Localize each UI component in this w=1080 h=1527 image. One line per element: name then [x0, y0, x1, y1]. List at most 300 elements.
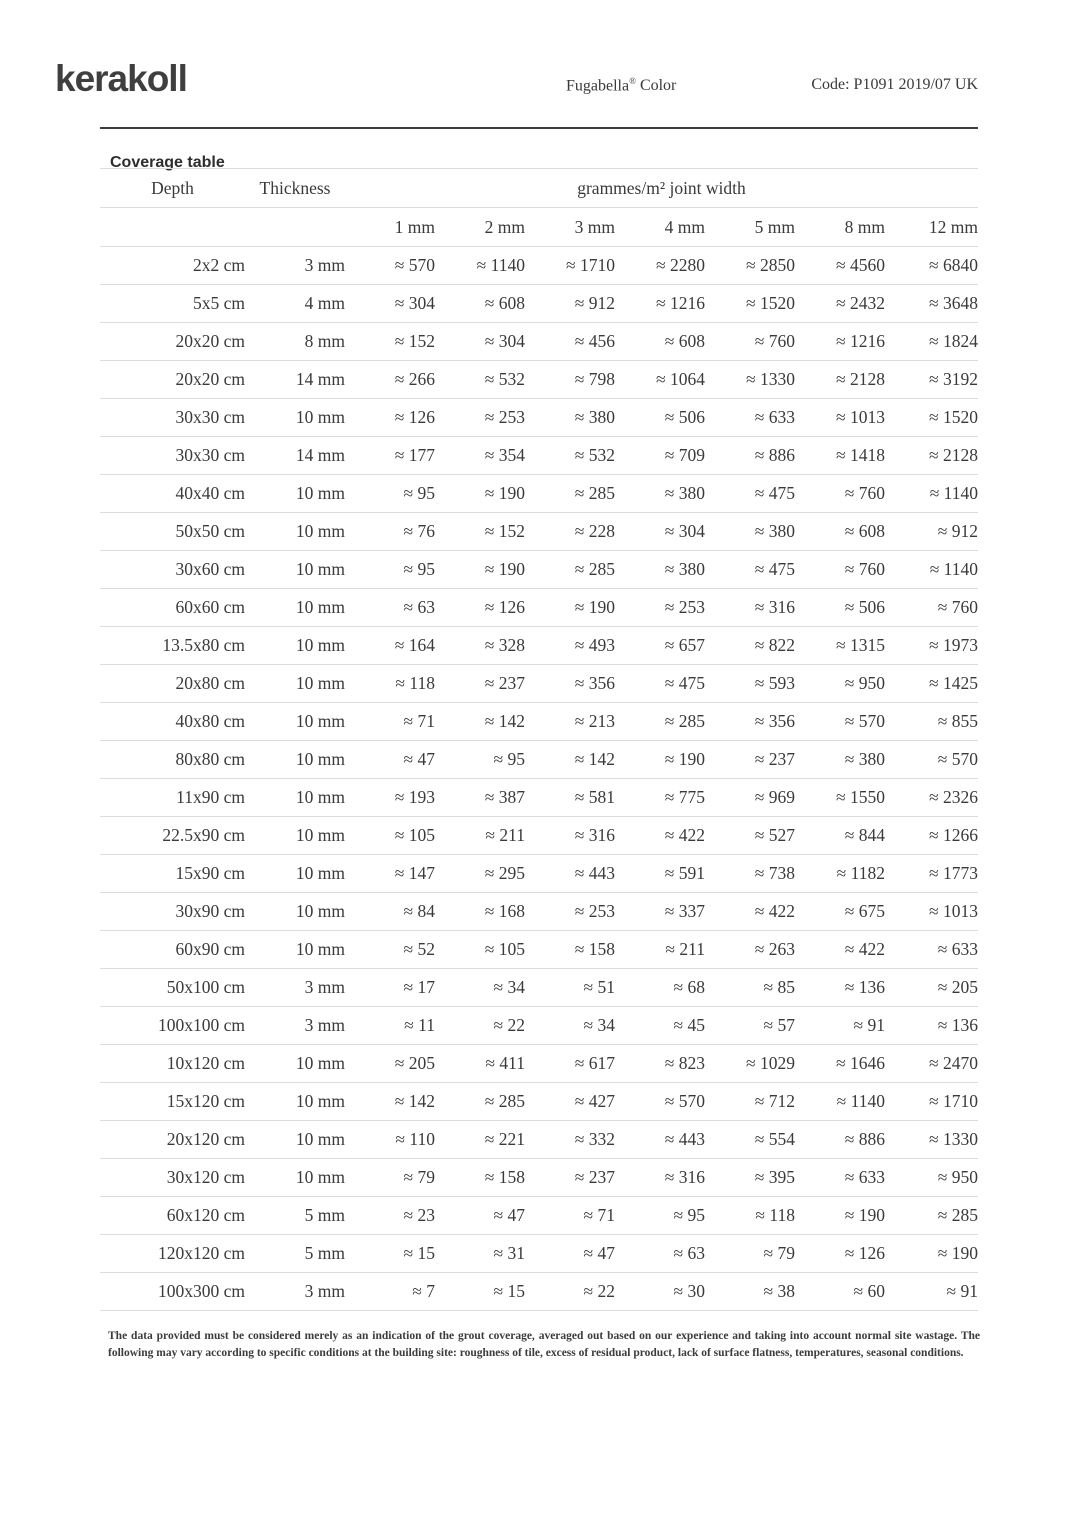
table-row: [100, 1159, 978, 1197]
coverage-value-cell: ≈ 152: [345, 323, 435, 361]
coverage-value-cell: ≈ 844: [795, 817, 885, 855]
coverage-value-cell: ≈ 633: [795, 1159, 885, 1197]
coverage-value-cell: ≈ 221: [435, 1121, 525, 1159]
coverage-value-cell: ≈ 443: [615, 1121, 705, 1159]
coverage-value-cell: ≈ 1140: [795, 1083, 885, 1121]
thickness-cell: 8 mm: [245, 323, 345, 361]
coverage-value-cell: ≈ 126: [345, 399, 435, 437]
coverage-value-cell: ≈ 969: [705, 779, 795, 817]
coverage-value-cell: ≈ 228: [525, 513, 615, 551]
coverage-value-cell: ≈ 23: [345, 1197, 435, 1235]
coverage-value-cell: ≈ 95: [615, 1197, 705, 1235]
coverage-value-cell: ≈ 118: [345, 665, 435, 703]
coverage-value-cell: ≈ 886: [795, 1121, 885, 1159]
thickness-cell: 10 mm: [245, 817, 345, 855]
joint-width-header: 1 mm: [345, 208, 435, 247]
coverage-value-cell: ≈ 1824: [885, 323, 978, 361]
depth-cell: 30x120 cm: [100, 1159, 245, 1197]
coverage-value-cell: ≈ 63: [615, 1235, 705, 1273]
table-row: [100, 1197, 978, 1235]
depth-column-header: Depth: [100, 169, 245, 208]
depth-cell: 15x120 cm: [100, 1083, 245, 1121]
coverage-value-cell: ≈ 328: [435, 627, 525, 665]
coverage-value-cell: ≈ 2470: [885, 1045, 978, 1083]
coverage-value-cell: ≈ 1773: [885, 855, 978, 893]
coverage-value-cell: ≈ 356: [525, 665, 615, 703]
coverage-value-cell: ≈ 57: [705, 1007, 795, 1045]
coverage-value-cell: ≈ 1710: [525, 247, 615, 285]
coverage-value-cell: ≈ 1140: [885, 475, 978, 513]
table-row: [100, 779, 978, 817]
coverage-value-cell: ≈ 110: [345, 1121, 435, 1159]
coverage-value-cell: ≈ 22: [525, 1273, 615, 1311]
table-row: [100, 589, 978, 627]
header-divider: [100, 127, 978, 129]
coverage-value-cell: ≈ 105: [435, 931, 525, 969]
table-row: [100, 817, 978, 855]
coverage-value-cell: ≈ 1550: [795, 779, 885, 817]
coverage-value-cell: ≈ 211: [615, 931, 705, 969]
coverage-value-cell: ≈ 593: [705, 665, 795, 703]
coverage-value-cell: ≈ 475: [705, 475, 795, 513]
coverage-value-cell: ≈ 1013: [885, 893, 978, 931]
coverage-value-cell: ≈ 17: [345, 969, 435, 1007]
coverage-value-cell: ≈ 760: [795, 551, 885, 589]
coverage-value-cell: ≈ 47: [525, 1235, 615, 1273]
depth-cell: 120x120 cm: [100, 1235, 245, 1273]
coverage-value-cell: ≈ 211: [435, 817, 525, 855]
coverage-value-cell: ≈ 295: [435, 855, 525, 893]
coverage-value-cell: ≈ 71: [525, 1197, 615, 1235]
depth-cell: 50x50 cm: [100, 513, 245, 551]
coverage-value-cell: ≈ 158: [435, 1159, 525, 1197]
table-row: [100, 399, 978, 437]
coverage-value-cell: ≈ 38: [705, 1273, 795, 1311]
thickness-cell: 3 mm: [245, 1007, 345, 1045]
coverage-value-cell: ≈ 1418: [795, 437, 885, 475]
coverage-value-cell: ≈ 855: [885, 703, 978, 741]
coverage-value-cell: ≈ 1266: [885, 817, 978, 855]
coverage-value-cell: ≈ 1216: [795, 323, 885, 361]
coverage-value-cell: ≈ 570: [795, 703, 885, 741]
table-row: [100, 931, 978, 969]
table-row: [100, 627, 978, 665]
coverage-value-cell: ≈ 1064: [615, 361, 705, 399]
coverage-value-cell: ≈ 142: [435, 703, 525, 741]
coverage-value-cell: ≈ 79: [705, 1235, 795, 1273]
thickness-cell: 10 mm: [245, 513, 345, 551]
joint-width-header: 8 mm: [795, 208, 885, 247]
table-row: [100, 1083, 978, 1121]
thickness-cell: 10 mm: [245, 1045, 345, 1083]
table-row: [100, 285, 978, 323]
coverage-value-cell: ≈ 2128: [795, 361, 885, 399]
coverage-value-cell: ≈ 52: [345, 931, 435, 969]
coverage-value-cell: ≈ 633: [705, 399, 795, 437]
thickness-cell: 10 mm: [245, 1121, 345, 1159]
depth-cell: 15x90 cm: [100, 855, 245, 893]
coverage-value-cell: ≈ 213: [525, 703, 615, 741]
coverage-value-cell: ≈ 456: [525, 323, 615, 361]
depth-cell: 60x90 cm: [100, 931, 245, 969]
coverage-value-cell: ≈ 253: [435, 399, 525, 437]
table-row: [100, 1235, 978, 1273]
thickness-cell: 14 mm: [245, 361, 345, 399]
coverage-value-cell: ≈ 105: [345, 817, 435, 855]
coverage-value-cell: ≈ 337: [615, 893, 705, 931]
coverage-value-cell: ≈ 285: [615, 703, 705, 741]
coverage-value-cell: ≈ 316: [615, 1159, 705, 1197]
thickness-cell: 3 mm: [245, 1273, 345, 1311]
coverage-value-cell: ≈ 47: [345, 741, 435, 779]
coverage-value-cell: ≈ 354: [435, 437, 525, 475]
coverage-value-cell: ≈ 285: [435, 1083, 525, 1121]
product-name-suffix: Color: [639, 77, 677, 95]
coverage-value-cell: ≈ 253: [525, 893, 615, 931]
coverage-value-cell: ≈ 158: [525, 931, 615, 969]
coverage-value-cell: ≈ 68: [615, 969, 705, 1007]
coverage-value-cell: ≈ 177: [345, 437, 435, 475]
coverage-value-cell: ≈ 493: [525, 627, 615, 665]
thickness-cell: 10 mm: [245, 931, 345, 969]
coverage-value-cell: ≈ 126: [795, 1235, 885, 1273]
coverage-value-cell: ≈ 475: [705, 551, 795, 589]
coverage-value-cell: ≈ 76: [345, 513, 435, 551]
coverage-value-cell: ≈ 285: [885, 1197, 978, 1235]
thickness-cell: 5 mm: [245, 1235, 345, 1273]
thickness-cell: 10 mm: [245, 855, 345, 893]
table-row: [100, 475, 978, 513]
coverage-value-cell: ≈ 31: [435, 1235, 525, 1273]
joint-width-header: 4 mm: [615, 208, 705, 247]
coverage-value-cell: ≈ 475: [615, 665, 705, 703]
thickness-cell: 14 mm: [245, 437, 345, 475]
coverage-value-cell: ≈ 950: [885, 1159, 978, 1197]
coverage-value-cell: ≈ 237: [705, 741, 795, 779]
coverage-value-cell: ≈ 608: [435, 285, 525, 323]
depth-cell: 20x80 cm: [100, 665, 245, 703]
coverage-value-cell: ≈ 1520: [885, 399, 978, 437]
coverage-value-cell: ≈ 443: [525, 855, 615, 893]
coverage-value-cell: ≈ 617: [525, 1045, 615, 1083]
table-row: [100, 703, 978, 741]
coverage-value-cell: ≈ 142: [345, 1083, 435, 1121]
table-row: [100, 1121, 978, 1159]
coverage-value-cell: ≈ 657: [615, 627, 705, 665]
coverage-value-cell: ≈ 152: [435, 513, 525, 551]
coverage-value-cell: ≈ 30: [615, 1273, 705, 1311]
depth-cell: 20x120 cm: [100, 1121, 245, 1159]
coverage-value-cell: ≈ 7: [345, 1273, 435, 1311]
page-title: Coverage table: [110, 154, 225, 172]
table-row: [100, 855, 978, 893]
coverage-value-cell: ≈ 304: [435, 323, 525, 361]
empty-header-cell: [245, 208, 345, 247]
coverage-value-cell: ≈ 126: [435, 589, 525, 627]
document-code: Code: P1091 2019/07 UK: [811, 76, 978, 93]
coverage-value-cell: ≈ 263: [705, 931, 795, 969]
coverage-table: [100, 168, 978, 1311]
coverage-value-cell: ≈ 142: [525, 741, 615, 779]
registered-trademark-mark: ®: [629, 76, 636, 86]
joint-width-header: 12 mm: [885, 208, 978, 247]
coverage-table-body: [100, 247, 978, 1311]
table-row: [100, 893, 978, 931]
coverage-value-cell: ≈ 709: [615, 437, 705, 475]
thickness-cell: 3 mm: [245, 969, 345, 1007]
coverage-value-cell: ≈ 1520: [705, 285, 795, 323]
coverage-value-cell: ≈ 760: [705, 323, 795, 361]
coverage-value-cell: ≈ 266: [345, 361, 435, 399]
coverage-value-cell: ≈ 570: [345, 247, 435, 285]
table-row: [100, 323, 978, 361]
coverage-value-cell: ≈ 822: [705, 627, 795, 665]
coverage-value-cell: ≈ 136: [795, 969, 885, 1007]
table-row: [100, 513, 978, 551]
table-row: [100, 741, 978, 779]
coverage-value-cell: ≈ 1140: [435, 247, 525, 285]
table-row: [100, 665, 978, 703]
coverage-value-cell: ≈ 2432: [795, 285, 885, 323]
coverage-value-cell: ≈ 775: [615, 779, 705, 817]
depth-cell: 30x60 cm: [100, 551, 245, 589]
coverage-value-cell: ≈ 387: [435, 779, 525, 817]
coverage-value-cell: ≈ 411: [435, 1045, 525, 1083]
coverage-value-cell: ≈ 304: [615, 513, 705, 551]
coverage-value-cell: ≈ 60: [795, 1273, 885, 1311]
thickness-cell: 3 mm: [245, 247, 345, 285]
depth-cell: 10x120 cm: [100, 1045, 245, 1083]
coverage-value-cell: ≈ 136: [885, 1007, 978, 1045]
coverage-value-cell: ≈ 506: [795, 589, 885, 627]
joint-width-header: 3 mm: [525, 208, 615, 247]
coverage-value-cell: ≈ 147: [345, 855, 435, 893]
coverage-value-cell: ≈ 3648: [885, 285, 978, 323]
coverage-value-cell: ≈ 190: [435, 551, 525, 589]
coverage-value-cell: ≈ 168: [435, 893, 525, 931]
coverage-value-cell: ≈ 285: [525, 551, 615, 589]
table-row: [100, 969, 978, 1007]
thickness-cell: 10 mm: [245, 779, 345, 817]
coverage-value-cell: ≈ 712: [705, 1083, 795, 1121]
kerakoll-logo: kerakoll: [55, 58, 187, 99]
product-name: [566, 76, 676, 95]
thickness-column-header: Thickness: [245, 169, 345, 208]
depth-cell: 40x80 cm: [100, 703, 245, 741]
joint-width-header: 5 mm: [705, 208, 795, 247]
depth-cell: 50x100 cm: [100, 969, 245, 1007]
coverage-value-cell: ≈ 15: [345, 1235, 435, 1273]
coverage-value-cell: ≈ 581: [525, 779, 615, 817]
coverage-value-cell: ≈ 1013: [795, 399, 885, 437]
coverage-value-cell: ≈ 205: [345, 1045, 435, 1083]
coverage-value-cell: ≈ 6840: [885, 247, 978, 285]
thickness-cell: 10 mm: [245, 589, 345, 627]
coverage-value-cell: ≈ 51: [525, 969, 615, 1007]
table-row: [100, 551, 978, 589]
coverage-value-cell: ≈ 2280: [615, 247, 705, 285]
depth-cell: 20x20 cm: [100, 323, 245, 361]
thickness-cell: 10 mm: [245, 893, 345, 931]
coverage-value-cell: ≈ 47: [435, 1197, 525, 1235]
coverage-value-cell: ≈ 190: [885, 1235, 978, 1273]
coverage-value-cell: ≈ 1182: [795, 855, 885, 893]
coverage-value-cell: ≈ 950: [795, 665, 885, 703]
coverage-value-cell: ≈ 506: [615, 399, 705, 437]
product-name-text: Fugabella: [566, 77, 630, 95]
coverage-value-cell: ≈ 95: [345, 551, 435, 589]
coverage-value-cell: ≈ 164: [345, 627, 435, 665]
coverage-value-cell: ≈ 356: [705, 703, 795, 741]
coverage-value-cell: ≈ 285: [525, 475, 615, 513]
table-row: [100, 361, 978, 399]
coverage-value-cell: ≈ 304: [345, 285, 435, 323]
depth-cell: 30x30 cm: [100, 437, 245, 475]
coverage-value-cell: ≈ 422: [795, 931, 885, 969]
table-row: [100, 437, 978, 475]
depth-cell: 30x30 cm: [100, 399, 245, 437]
thickness-cell: 10 mm: [245, 551, 345, 589]
coverage-value-cell: ≈ 395: [705, 1159, 795, 1197]
depth-cell: 40x40 cm: [100, 475, 245, 513]
coverage-value-cell: ≈ 912: [525, 285, 615, 323]
empty-header-cell: [100, 208, 245, 247]
coverage-value-cell: ≈ 570: [885, 741, 978, 779]
thickness-cell: 10 mm: [245, 1083, 345, 1121]
depth-cell: 5x5 cm: [100, 285, 245, 323]
coverage-value-cell: ≈ 237: [435, 665, 525, 703]
depth-cell: 60x60 cm: [100, 589, 245, 627]
coverage-value-cell: ≈ 760: [795, 475, 885, 513]
coverage-value-cell: ≈ 532: [525, 437, 615, 475]
thickness-cell: 10 mm: [245, 665, 345, 703]
coverage-value-cell: ≈ 760: [885, 589, 978, 627]
coverage-value-cell: ≈ 34: [435, 969, 525, 1007]
coverage-value-cell: ≈ 237: [525, 1159, 615, 1197]
depth-cell: 60x120 cm: [100, 1197, 245, 1235]
coverage-value-cell: ≈ 608: [615, 323, 705, 361]
coverage-value-cell: ≈ 1330: [885, 1121, 978, 1159]
coverage-value-cell: ≈ 1029: [705, 1045, 795, 1083]
coverage-value-cell: ≈ 427: [525, 1083, 615, 1121]
coverage-value-cell: ≈ 1140: [885, 551, 978, 589]
coverage-value-cell: ≈ 823: [615, 1045, 705, 1083]
joint-width-group-header: grammes/m² joint width: [345, 169, 978, 208]
coverage-value-cell: ≈ 118: [705, 1197, 795, 1235]
depth-cell: 2x2 cm: [100, 247, 245, 285]
table-row: [100, 1007, 978, 1045]
depth-cell: 20x20 cm: [100, 361, 245, 399]
coverage-value-cell: ≈ 798: [525, 361, 615, 399]
coverage-value-cell: ≈ 912: [885, 513, 978, 551]
coverage-value-cell: ≈ 633: [885, 931, 978, 969]
coverage-value-cell: ≈ 1973: [885, 627, 978, 665]
depth-cell: 11x90 cm: [100, 779, 245, 817]
coverage-value-cell: ≈ 253: [615, 589, 705, 627]
thickness-cell: 10 mm: [245, 627, 345, 665]
table-header-row-widths: [100, 208, 978, 247]
thickness-cell: 10 mm: [245, 741, 345, 779]
coverage-value-cell: ≈ 71: [345, 703, 435, 741]
coverage-value-cell: ≈ 84: [345, 893, 435, 931]
coverage-value-cell: ≈ 422: [705, 893, 795, 931]
thickness-cell: 10 mm: [245, 399, 345, 437]
coverage-value-cell: ≈ 79: [345, 1159, 435, 1197]
coverage-value-cell: ≈ 554: [705, 1121, 795, 1159]
coverage-value-cell: ≈ 190: [615, 741, 705, 779]
coverage-value-cell: ≈ 34: [525, 1007, 615, 1045]
coverage-value-cell: ≈ 1315: [795, 627, 885, 665]
coverage-value-cell: ≈ 422: [615, 817, 705, 855]
coverage-value-cell: ≈ 91: [795, 1007, 885, 1045]
coverage-value-cell: ≈ 1216: [615, 285, 705, 323]
coverage-value-cell: ≈ 2128: [885, 437, 978, 475]
coverage-value-cell: ≈ 190: [435, 475, 525, 513]
coverage-value-cell: ≈ 193: [345, 779, 435, 817]
thickness-cell: 10 mm: [245, 475, 345, 513]
footnote: The data provided must be considered merely as an indication of the grout coverage, averaged out based on our experience and taking into account normal site wastage. The following may vary according to specific conditions at the building site: roughness of tile, excess of residual product, lack of surface flatness, temperatures, seasonal conditions.: [108, 1329, 980, 1360]
coverage-value-cell: ≈ 1425: [885, 665, 978, 703]
depth-cell: 13.5x80 cm: [100, 627, 245, 665]
depth-cell: 80x80 cm: [100, 741, 245, 779]
table-header-row-groups: [100, 169, 978, 208]
coverage-value-cell: ≈ 591: [615, 855, 705, 893]
coverage-value-cell: ≈ 3192: [885, 361, 978, 399]
coverage-value-cell: ≈ 570: [615, 1083, 705, 1121]
coverage-value-cell: ≈ 1330: [705, 361, 795, 399]
coverage-value-cell: ≈ 4560: [795, 247, 885, 285]
coverage-value-cell: ≈ 532: [435, 361, 525, 399]
coverage-value-cell: ≈ 91: [885, 1273, 978, 1311]
coverage-value-cell: ≈ 380: [705, 513, 795, 551]
coverage-value-cell: ≈ 527: [705, 817, 795, 855]
thickness-cell: 10 mm: [245, 703, 345, 741]
joint-width-header: 2 mm: [435, 208, 525, 247]
thickness-cell: 5 mm: [245, 1197, 345, 1235]
coverage-value-cell: ≈ 380: [795, 741, 885, 779]
coverage-value-cell: ≈ 380: [615, 551, 705, 589]
coverage-value-cell: ≈ 205: [885, 969, 978, 1007]
coverage-value-cell: ≈ 738: [705, 855, 795, 893]
thickness-cell: 4 mm: [245, 285, 345, 323]
coverage-value-cell: ≈ 675: [795, 893, 885, 931]
depth-cell: 100x300 cm: [100, 1273, 245, 1311]
coverage-value-cell: ≈ 886: [705, 437, 795, 475]
coverage-value-cell: ≈ 95: [435, 741, 525, 779]
coverage-value-cell: ≈ 15: [435, 1273, 525, 1311]
coverage-value-cell: ≈ 190: [795, 1197, 885, 1235]
coverage-value-cell: ≈ 2850: [705, 247, 795, 285]
coverage-value-cell: ≈ 11: [345, 1007, 435, 1045]
coverage-value-cell: ≈ 190: [525, 589, 615, 627]
coverage-value-cell: ≈ 85: [705, 969, 795, 1007]
coverage-value-cell: ≈ 316: [525, 817, 615, 855]
coverage-value-cell: ≈ 1646: [795, 1045, 885, 1083]
coverage-value-cell: ≈ 1710: [885, 1083, 978, 1121]
table-row: [100, 247, 978, 285]
depth-cell: 22.5x90 cm: [100, 817, 245, 855]
table-row: [100, 1273, 978, 1311]
coverage-value-cell: ≈ 332: [525, 1121, 615, 1159]
depth-cell: 30x90 cm: [100, 893, 245, 931]
coverage-value-cell: ≈ 45: [615, 1007, 705, 1045]
coverage-value-cell: ≈ 22: [435, 1007, 525, 1045]
coverage-value-cell: ≈ 380: [525, 399, 615, 437]
thickness-cell: 10 mm: [245, 1159, 345, 1197]
coverage-value-cell: ≈ 380: [615, 475, 705, 513]
coverage-value-cell: ≈ 608: [795, 513, 885, 551]
coverage-value-cell: ≈ 2326: [885, 779, 978, 817]
